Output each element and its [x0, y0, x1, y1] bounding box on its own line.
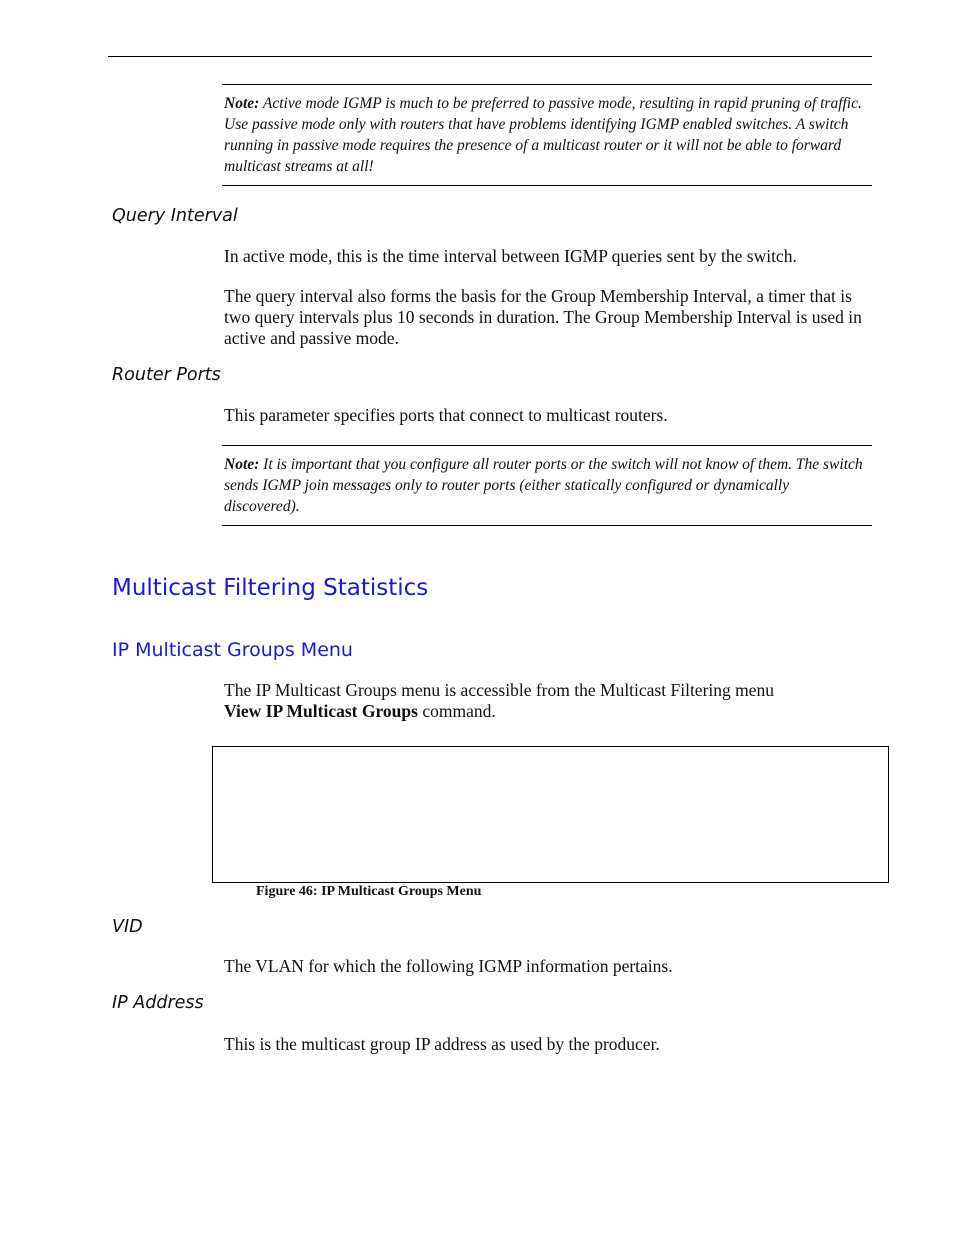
router-ports-heading: Router Ports	[112, 365, 221, 385]
header-rule	[108, 56, 872, 57]
note-label: Note:	[224, 456, 260, 473]
ip-address-heading: IP Address	[112, 993, 204, 1013]
note-active-mode	[222, 84, 872, 186]
ip-multicast-groups-heading: IP Multicast Groups Menu	[112, 639, 353, 661]
section-title: Multicast Filtering Statistics	[112, 575, 429, 601]
para-end: command.	[417, 701, 496, 721]
para-start: The IP Multicast Groups menu is accessible from the Multicast Filtering menu	[224, 680, 775, 700]
note-text: Active mode IGMP is much to be preferred to passive mode, resulting in rapid pruning of traffic. Use passive mode only with routers that have problems identifying IGMP enabled switches. A switch running in passive mode requires the presence of a multicast router or it will not be able to forward multicast streams at all!	[224, 95, 862, 175]
vid-heading: VID	[112, 917, 143, 937]
note-text: It is important that you configure all router ports or the switch will not know of them. The switch sends IGMP join messages only to router ports (either statically configured or dynamically discovered).	[224, 456, 863, 515]
note-label: Note:	[224, 95, 260, 112]
query-interval-para-1: In active mode, this is the time interval between IGMP queries sent by the switch.	[224, 246, 797, 266]
note-router-ports	[222, 445, 872, 526]
ip-multicast-groups-para	[224, 680, 872, 722]
ip-address-para: This is the multicast group IP address as used by the producer.	[224, 1034, 660, 1054]
router-ports-para: This parameter specifies ports that connect to multicast routers.	[224, 405, 668, 425]
figure-placeholder	[212, 746, 889, 883]
query-interval-para-2: The query interval also forms the basis for the Group Membership Interval, a timer that is two query intervals plus 10 seconds in duration. The Group Membership Interval is used in active and passive mode.	[224, 286, 862, 348]
query-interval-heading: Query Interval	[112, 206, 238, 226]
figure-caption: Figure 46: IP Multicast Groups Menu	[256, 884, 482, 899]
command-name: View IP Multicast Groups	[224, 701, 418, 721]
vid-para: The VLAN for which the following IGMP information pertains.	[224, 956, 673, 976]
